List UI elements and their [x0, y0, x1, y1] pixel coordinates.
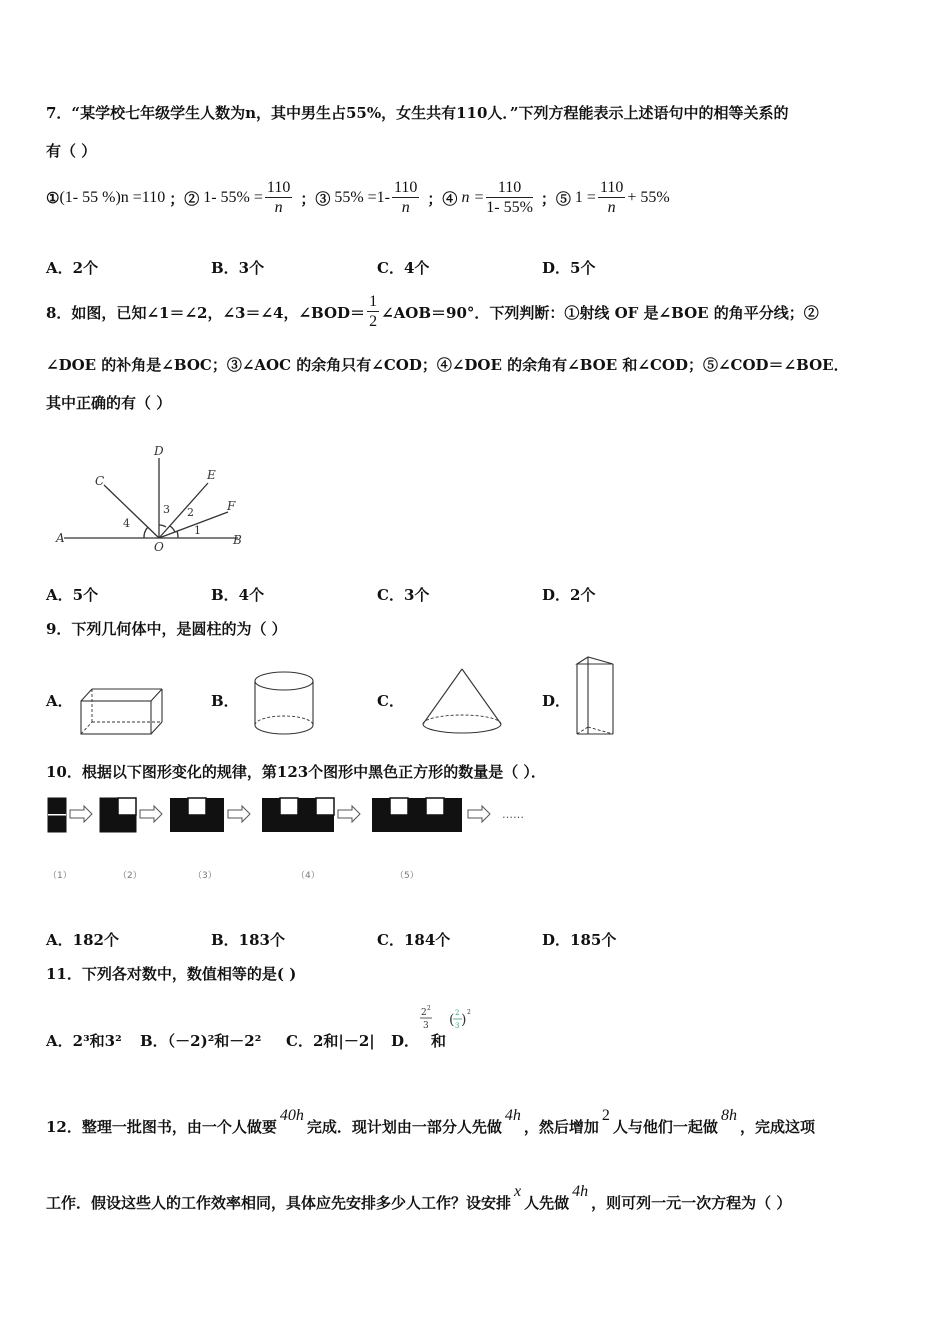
- q7-stem-line2: 有（ ）: [46, 142, 97, 160]
- svg-text:2: 2: [467, 1009, 471, 1016]
- q10-label-4: （4）: [296, 871, 320, 881]
- q12-part4: 人与他们一起做: [612, 1118, 718, 1136]
- q8-frac-num: 1: [369, 292, 378, 310]
- cuboid-icon: [78, 686, 164, 738]
- q9-option-b[interactable]: B．: [211, 692, 239, 710]
- label-O: O: [154, 540, 164, 554]
- q11-stem: 11．下列各对数中，数值相等的是( ): [46, 965, 297, 983]
- q10-label-2: （2）: [118, 871, 142, 881]
- q7-eq1-mark: ①: [46, 189, 60, 207]
- q7-eq5-right: + 55%: [627, 189, 670, 206]
- q7-sep1: ；②: [169, 189, 200, 208]
- q9-option-a[interactable]: A．: [46, 692, 73, 710]
- q12-m1: 40h: [279, 1107, 304, 1124]
- arc-1: [177, 531, 178, 538]
- ray-OC: [104, 485, 159, 538]
- pattern-figure-5: [372, 798, 462, 832]
- q12-line2-c: ，则可列一元一次方程为（ ）: [591, 1194, 792, 1212]
- pattern-figure-3: [170, 798, 224, 832]
- q7-sep4: ；⑤: [540, 189, 571, 208]
- q11-option-d-and: 和: [431, 1032, 447, 1050]
- q12-part3: ，然后增加: [523, 1118, 599, 1136]
- q7-eq5-left: 1 =: [574, 189, 596, 206]
- q7-eq5-fraction: [598, 179, 625, 218]
- q7-eq2-left: 1- 55% =: [203, 189, 263, 206]
- q10-option-a[interactable]: A．182个: [46, 931, 119, 949]
- q8-option-b[interactable]: B．4个: [211, 586, 265, 604]
- label-C: C: [95, 474, 105, 488]
- q10-label-1: （1）: [48, 871, 72, 881]
- svg-text:(: (: [449, 1012, 455, 1028]
- arc-2: [170, 526, 175, 532]
- q12-part2: 完成．现计划由一部分人先做: [306, 1118, 502, 1136]
- q8-frac-den: 2: [369, 312, 378, 330]
- arrow-icon: [338, 806, 360, 822]
- q7-eq5-den: n: [607, 198, 616, 216]
- svg-text:2: 2: [455, 1009, 460, 1017]
- svg-text:2: 2: [421, 1008, 427, 1018]
- label-angle-3: 3: [163, 503, 170, 516]
- q7-eq4-left: n =: [461, 189, 485, 206]
- svg-text:): ): [461, 1012, 467, 1028]
- q7-option-d[interactable]: D．5个: [542, 259, 596, 277]
- q7-eq4-den: 1- 55%: [486, 198, 533, 216]
- q7-option-b[interactable]: B．3个: [211, 259, 265, 277]
- q7-eq4-fraction: [486, 179, 533, 218]
- q10-option-c[interactable]: C．184个: [377, 931, 451, 949]
- q11-option-c[interactable]: C．2和|－2|: [286, 1032, 375, 1050]
- q7-sep2: ；③: [300, 189, 331, 208]
- arrow-icon: [468, 806, 490, 822]
- arrow-icon: [70, 806, 92, 822]
- q9-option-c[interactable]: C．: [377, 692, 404, 710]
- q12-m4: 8h: [720, 1107, 737, 1124]
- q7-eq3-fraction: [392, 179, 419, 218]
- label-angle-1: 1: [194, 524, 201, 537]
- arrow-icon: [228, 806, 250, 822]
- pattern-figure-2: [100, 798, 136, 832]
- q10-pattern-sequence: [46, 796, 536, 836]
- q7-sep3: ；④: [427, 189, 458, 208]
- q7-eq2-num: 110: [266, 178, 291, 196]
- q11-option-d[interactable]: D．: [391, 1032, 420, 1050]
- q9-option-d[interactable]: D．: [542, 692, 571, 710]
- q7-eq3-den: n: [401, 198, 410, 216]
- q12-m2: 4h: [504, 1107, 521, 1124]
- q8-stem-line1-b: ∠AOB＝90°．下列判断：①射线 OF 是∠BOE 的角平分线；②: [381, 303, 819, 322]
- q7-eq3-left: 55% =1-: [334, 189, 391, 206]
- q7-eq4-num: 110: [486, 179, 533, 198]
- q12-part5: ，完成这项: [739, 1118, 815, 1136]
- q9-stem: 9．下列几何体中，是圆柱的为（ ）: [46, 620, 287, 638]
- svg-text:3: 3: [423, 1021, 429, 1031]
- label-B: B: [233, 533, 242, 547]
- q7-stem-line1: 7．“某学校七年级学生人数为n，其中男生占55%，女生共有110人．”下列方程能表示上述语句中的相等关系的: [46, 104, 789, 122]
- cylinder-icon: [252, 668, 316, 738]
- q8-option-d[interactable]: D．2个: [542, 586, 596, 604]
- q11-option-a[interactable]: A．2³和3²: [46, 1032, 122, 1050]
- label-E: E: [207, 468, 216, 482]
- q12-part1: 12．整理一批图书，由一个人做要: [46, 1118, 277, 1136]
- q8-stem-line1-a: 8．如图，已知∠1＝∠2，∠3＝∠4，∠BOD＝: [46, 303, 366, 322]
- q7-equations: [46, 176, 670, 220]
- q7-eq1: (1- 55 %)n =110: [59, 189, 166, 206]
- q8-option-c[interactable]: C．3个: [377, 586, 430, 604]
- q12-m6: 4h: [572, 1183, 589, 1200]
- q8-stem-line3: 其中正确的有（ ）: [46, 394, 172, 412]
- q7-eq2-fraction: [265, 179, 292, 218]
- svg-text:2: 2: [427, 1005, 431, 1012]
- q8-option-a[interactable]: A．5个: [46, 586, 99, 604]
- label-F: F: [227, 499, 236, 513]
- pattern-figure-1: [48, 798, 66, 832]
- label-angle-4: 4: [123, 517, 130, 530]
- q12-line2: [46, 1183, 792, 1213]
- q12-line2-a: 工作．假设这些人的工作效率相同，具体应先安排多少人工作？设安排: [46, 1194, 512, 1212]
- q10-label-5: （5）: [395, 871, 419, 881]
- arrow-icon: [140, 806, 162, 822]
- q11-option-d-expression: [418, 1002, 478, 1044]
- q7-eq5-num: 110: [599, 178, 624, 196]
- q12-m5: x: [514, 1183, 522, 1200]
- q7-option-a[interactable]: A．2个: [46, 259, 99, 277]
- q12-line2-b: 人先做: [524, 1194, 570, 1212]
- q12-line1: [46, 1107, 815, 1137]
- pattern-figure-4: [262, 798, 334, 832]
- label-D: D: [154, 444, 164, 458]
- q10-option-d[interactable]: D．185个: [542, 931, 617, 949]
- q8-stem-line2: ∠DOE 的补角是∠BOC；③∠AOC 的余角只有∠COD；④∠DOE 的余角有∠BOE 和∠COD；⑤∠COD＝∠BOE．: [46, 356, 849, 374]
- q7-option-c[interactable]: C．4个: [377, 259, 430, 277]
- q12-m3: 2: [601, 1107, 610, 1124]
- q8-angle-figure: [56, 438, 276, 556]
- triangular-prism-icon: [574, 654, 618, 740]
- svg-text:3: 3: [455, 1022, 460, 1030]
- q8-half-fraction: [367, 293, 379, 332]
- q10-ellipsis: ……: [502, 808, 524, 821]
- q10-label-3: （3）: [193, 871, 217, 881]
- q8-stem-line1: [46, 290, 819, 334]
- arc-4: [144, 527, 148, 538]
- q7-eq2-den: n: [274, 198, 283, 216]
- cone-icon: [420, 666, 504, 738]
- arc-3: [159, 525, 166, 527]
- label-A: A: [56, 531, 65, 545]
- q10-option-b[interactable]: B．183个: [211, 931, 285, 949]
- q10-stem: 10．根据以下图形变化的规律，第123个图形中黑色正方形的数量是（ ）．: [46, 763, 546, 781]
- label-angle-2: 2: [187, 506, 194, 519]
- q7-eq3-num: 110: [394, 178, 418, 196]
- q11-option-b[interactable]: B．（－2)²和－2²: [140, 1032, 262, 1050]
